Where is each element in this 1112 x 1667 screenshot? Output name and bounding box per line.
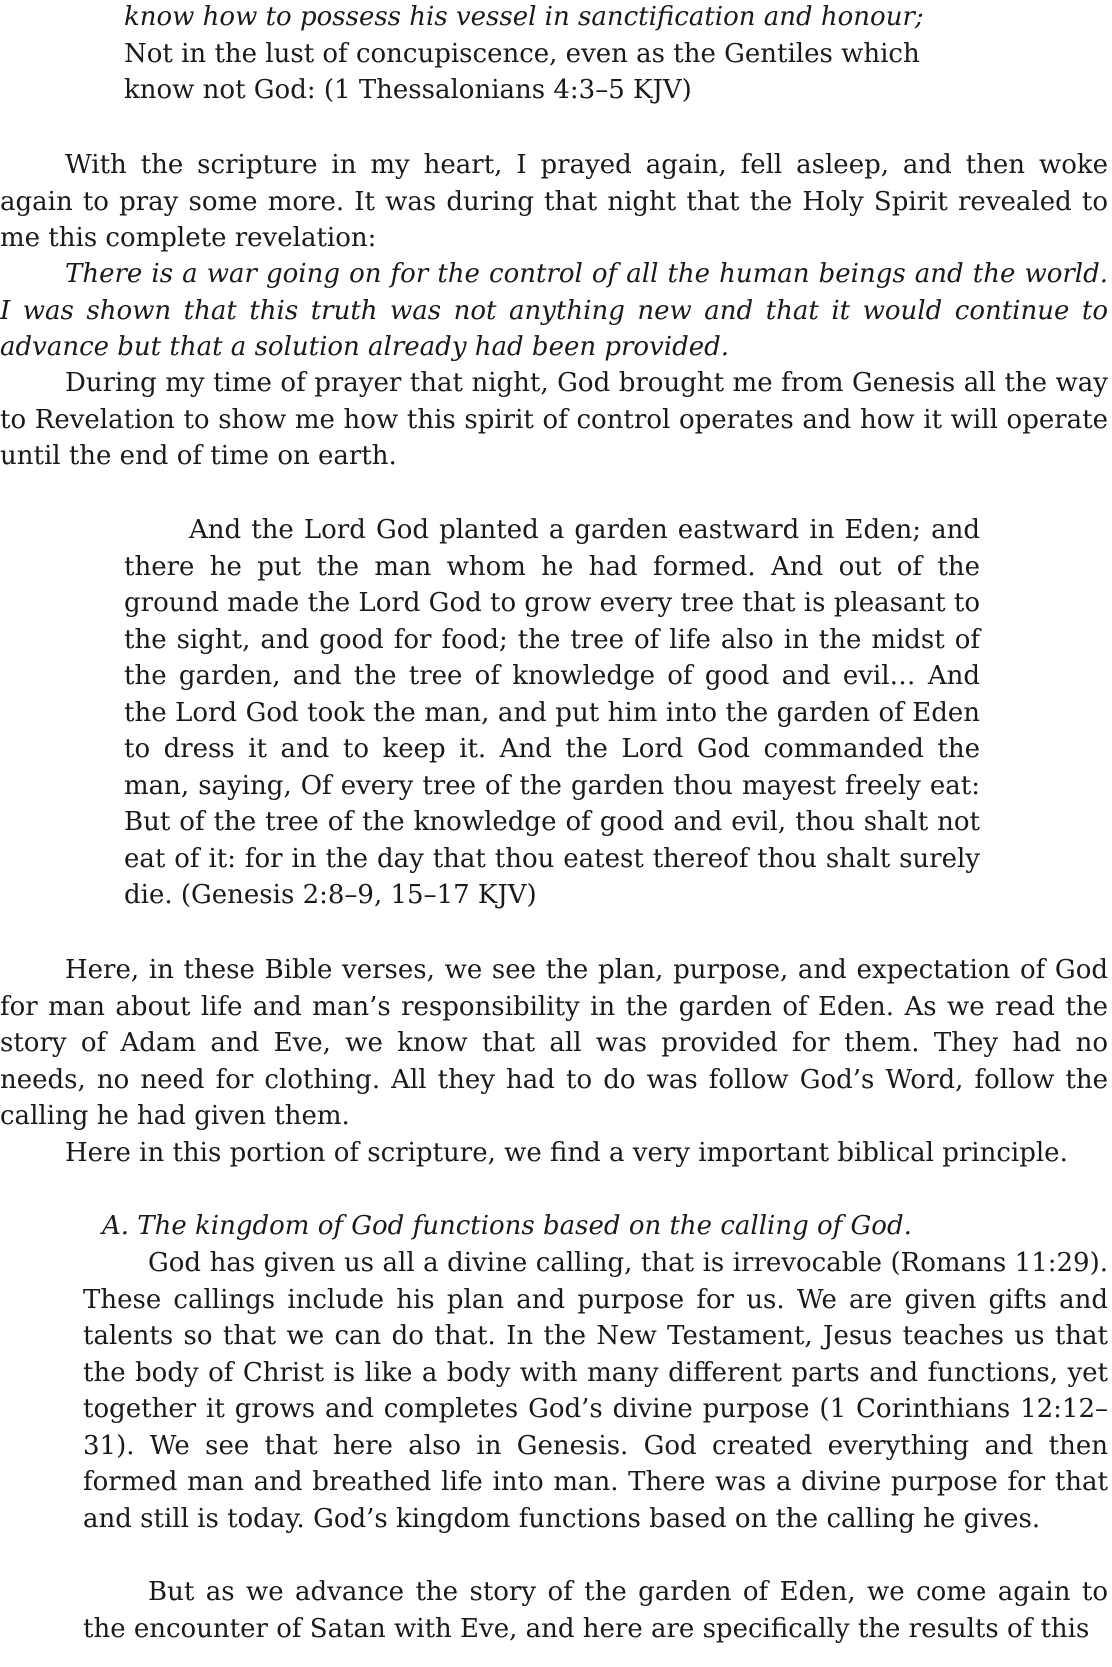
section-paragraph: God has given us all a divine calling, that is irrevocable (Romans 11:29). These callings include his plan and purpose for us. We are given gifts and talents so that we can do that. In the New Testament, Jesus teaches us that the body of Christ is like a body with many different parts and functions, yet together it grows and completes God’s divine purpose (1 Corinthians 12:12–31). We see that here also in Genesis. God created everything and then formed man and breathed life into man. There was a divine purpose for that and still is today. God’s kingdom functions based on the calling he gives. xyxy=(83,1248,1108,1534)
body-paragraph: With the scripture in my heart, I prayed again, fell asleep, and then woke again to pray some more. It was during that night that the Holy Spirit revealed to me this complete revelation: xyxy=(0,150,1108,253)
body-paragraph: Here, in these Bible verses, we see the plan, purpose, and expectation of God for man about life and man’s responsibility in the garden of Eden. As we read the story of Adam and Eve, we know that all was provided for them. They had no needs, no need for clothing. All they had to do was follow God’s Word, follow the calling he had given them. xyxy=(0,955,1108,1131)
quote-italic-text: know how to possess his vessel in sanctification and honour; xyxy=(124,2,924,32)
section-paragraph: But as we advance the story of the garden of Eden, we come again to the encounter of Satan with Eve, and here are specifically the results of this xyxy=(83,1577,1108,1644)
revelation-paragraph: There is a war going on for the control of all the human beings and the world. I was shown that this truth was not anything new and that it would continue to advance but that a solution already had been provided. xyxy=(0,259,1108,362)
scripture-quote-continuation xyxy=(124,0,980,109)
section-heading-a: A. The kingdom of God functions based on the calling of God. xyxy=(102,1211,912,1241)
body-paragraph: Here in this portion of scripture, we find a very important biblical principle. xyxy=(65,1138,1068,1168)
body-paragraph: During my time of prayer that night, God brought me from Genesis all the way to Revelation to show me how this spirit of control operates and how it will operate until the end of time on earth. xyxy=(0,368,1108,471)
quote-text: Not in the lust of concupiscence, even as the Gentiles which know not God: (1 Thessalonians 4:3–5 KJV) xyxy=(124,38,920,105)
genesis-block-quote: And the Lord God planted a garden eastward in Eden; and there he put the man whom he had formed. And out of the ground made the Lord God to grow every tree that is pleasant to the sight, and good for food; the tree of life also in the midst of the garden, and the tree of knowledge of good and evil… And the Lord God took the man, and put him into the garden of Eden to dress it and to keep it. And the Lord God commanded the man, saying, Of every tree of the garden thou mayest freely eat: But of the tree of the knowledge of good and evil, thou shalt not eat of it: for in the day that thou eatest thereof thou shalt surely die. (Genesis 2:8–9, 15–17 KJV) xyxy=(124,515,980,910)
